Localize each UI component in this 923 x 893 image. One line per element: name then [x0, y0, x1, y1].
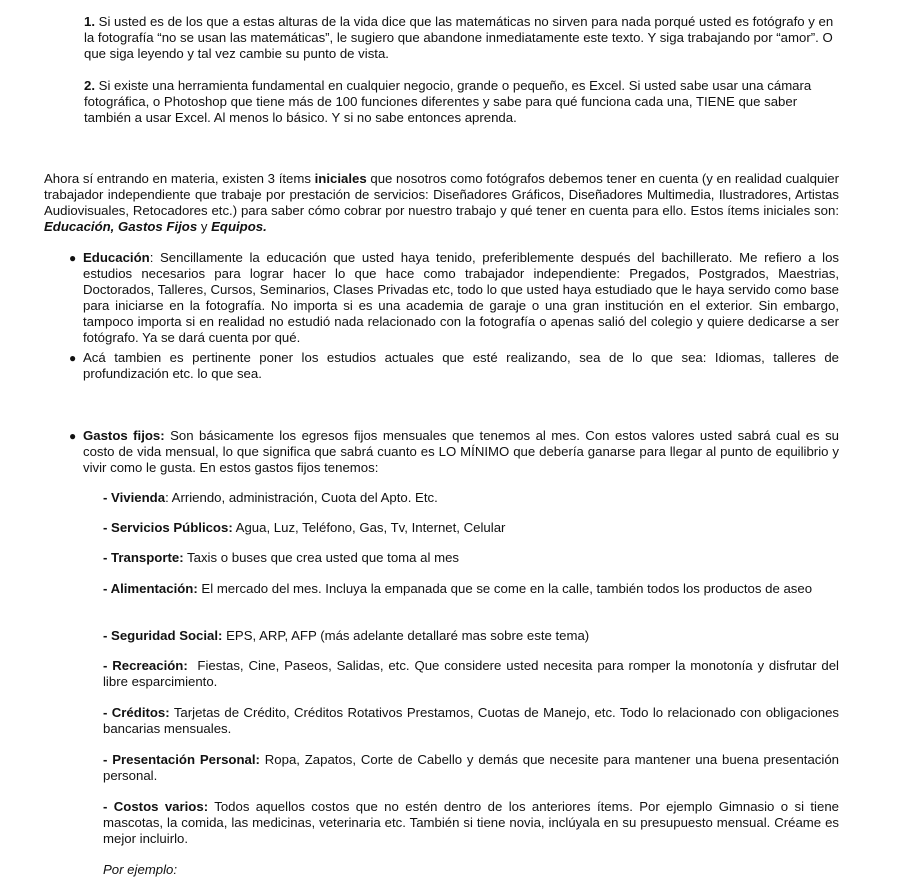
example-label: Por ejemplo:	[103, 862, 178, 877]
numbered-paragraph-2	[84, 78, 840, 126]
gasto-text: EPS, ARP, AFP (más adelante detallaré mas sobre este tema)	[222, 628, 590, 643]
gasto-vivienda	[103, 490, 839, 506]
gasto-text: Taxis o buses que crea usted que toma al mes	[183, 550, 459, 565]
gasto-presentacion-personal	[103, 752, 839, 784]
gasto-label: - Alimentación:	[103, 581, 198, 596]
intro-paragraph	[44, 171, 839, 235]
gasto-text: Tarjetas de Crédito, Créditos Rotativos Prestamos, Cuotas de Manejo, etc. Todo lo relacionado con obligaciones bancarias mensuales.	[103, 705, 840, 736]
paragraph-text: Si existe una herramienta fundamental en cualquier negocio, grande o pequeño, es Excel. Si usted sabe usar una cámara fotográfica, o Photoshop que tiene más de 100 funciones diferentes y sabe para qué funciona cada una, TIENE que saber también a usar Excel. Al menos lo básico. Y si no sabe entonces aprenda.	[84, 78, 812, 125]
bullet-gastos-fijos	[69, 428, 839, 476]
intro-text: Ahora sí entrando en materia, existen 3 ítems	[44, 171, 315, 186]
bullet-text: : Sencillamente la educación que usted haya tenido, preferiblemente después del bachillerato. Me refiero a los estudios necesarios para lograr hacer lo que hace como trabajador independiente: Pregados, Postgrados, Maestrias, Doctorados, Talleres, Cursos, Seminarios, Clases Privadas etc, todo lo que usted haya estudiado que le haya servido como base para iniciarse en la fotografía. No importa si es una academia de garaje o una gran institución en el exterior. Sin embargo, tampoco importa si en realidad no estudió nada relacionado con la fotografía o apenas salió del colegio y quiere dedicarse a ser fotógrafo. Ya se dará cuenta por qué.	[83, 250, 839, 345]
bullet-icon: ●	[69, 351, 77, 365]
gasto-label: - Recreación:	[103, 658, 188, 673]
gasto-alimentacion	[103, 581, 839, 597]
gasto-recreacion	[103, 658, 843, 690]
gasto-servicios-publicos	[103, 520, 839, 536]
bullet-educacion	[69, 250, 839, 346]
gasto-label: - Vivienda	[103, 490, 166, 505]
intro-items-emphasis: Educación, Gastos Fijos	[44, 219, 198, 234]
bullet-text: Son básicamente los egresos fijos mensuales que tenemos al mes. Con estos valores usted sabrá cual es su costo de vida mensual, lo que significa que sabrá cuanto es LO MÍNIMO que debería ganarse para llegar al punto de equilibrio y vivir como le gusta. En estos gastos fijos tenemos:	[83, 428, 839, 475]
gasto-text: Agua, Luz, Teléfono, Gas, Tv, Internet, Celular	[232, 520, 506, 535]
intro-text: y	[197, 219, 212, 234]
gasto-text: Fiestas, Cine, Paseos, Salidas, etc. Que considere usted necesita para romper la monotonía y disfrutar del libre esparcimiento.	[103, 658, 843, 689]
gasto-creditos	[103, 705, 839, 737]
gasto-text: El mercado del mes. Incluya la empanada que se come en la calle, también todos los productos de aseo	[197, 581, 813, 596]
gasto-costos-varios	[103, 799, 839, 847]
paragraph-number: 1.	[84, 14, 95, 29]
gasto-label: - Créditos:	[103, 705, 170, 720]
gasto-label: - Costos varios:	[103, 799, 209, 814]
intro-text: que nosotros como fotógrafos debemos tener en cuenta (y en realidad cualquier trabajador independiente que trabaje por prestación de servicios: Diseñadores Gráficos, Diseñadores Multimedia, Ilustradores, Artistas Audiovisuales, Retocadores etc.) para saber cómo cobrar por nuestro trabajo y qué tener en cuenta para ello. Estos ítems iniciales son:	[44, 171, 839, 218]
paragraph-text: Si usted es de los que a estas alturas de la vida dice que las matemáticas no sirven para nada porqué usted es fotógrafo y en la fotografía “no se usan las matemáticas”, le sugiero que abandone inmediatamente este texto. Y siga trabajando por “amor”. O que siga leyendo y tal vez cambie su punto de vista.	[84, 14, 834, 61]
bullet-icon: ●	[69, 429, 77, 443]
gasto-text: : Arriendo, administración, Cuota del Apto. Etc.	[165, 490, 438, 505]
bullet-title: Educación	[83, 250, 150, 265]
bullet-text: Acá tambien es pertinente poner los estudios actuales que esté realizando, sea de lo que sea: Idiomas, talleres de profundización etc. lo que sea.	[83, 350, 839, 381]
gasto-transporte	[103, 550, 839, 566]
intro-items-emphasis: Equipos.	[211, 219, 267, 234]
gasto-seguridad-social	[103, 628, 839, 644]
gasto-label: - Seguridad Social:	[103, 628, 223, 643]
gasto-label: - Servicios Públicos:	[103, 520, 233, 535]
numbered-paragraph-1	[84, 14, 840, 62]
gasto-text: Ropa, Zapatos, Corte de Cabello y demás que necesite para mantener una buena presentación personal.	[103, 752, 839, 783]
gasto-label: - Transporte:	[103, 550, 184, 565]
bullet-icon: ●	[69, 251, 77, 265]
intro-bold-word: iniciales	[314, 171, 367, 186]
gasto-text: Todos aquellos costos que no estén dentro de los anteriores ítems. Por ejemplo Gimnasio o si tiene mascotas, la comida, las medicinas, veterinaria etc. También si tiene novia, inclúyala en su presupuesto mensual. Créame es mejor incluirlo.	[103, 799, 839, 846]
bullet-title: Gastos fijos:	[83, 428, 165, 443]
gasto-label: - Presentación Personal:	[103, 752, 260, 767]
paragraph-number: 2.	[84, 78, 95, 93]
bullet-estudios-actuales	[69, 350, 839, 382]
